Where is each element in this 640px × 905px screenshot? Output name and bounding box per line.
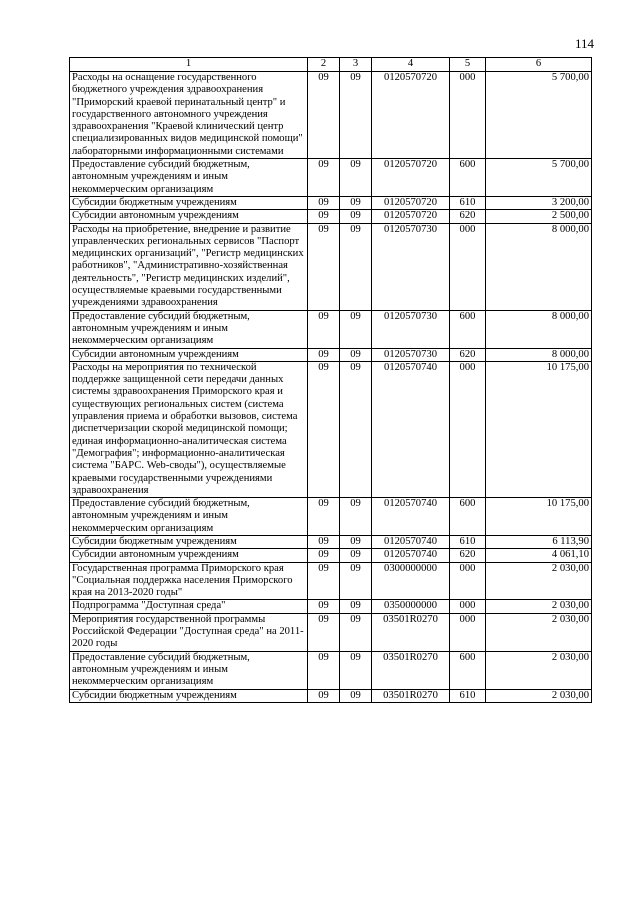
- table-row: [70, 498, 592, 536]
- row-target-article: 03501R0270: [372, 689, 450, 702]
- table-row: [70, 310, 592, 348]
- row-target-article: 0120570740: [372, 549, 450, 562]
- table-row: [70, 689, 592, 702]
- row-amount: 8 000,00: [486, 223, 592, 310]
- row-target-article: 0120570720: [372, 196, 450, 209]
- row-amount: 2 030,00: [486, 562, 592, 600]
- budget-table: [69, 57, 592, 703]
- row-subsection: 09: [340, 72, 372, 159]
- row-expense-type: 000: [450, 613, 486, 651]
- row-subsection: 09: [340, 348, 372, 361]
- row-name: Субсидии автономным учреждениям: [70, 210, 308, 223]
- table-row: [70, 361, 592, 497]
- col-header-amount: 6: [486, 58, 592, 72]
- row-subsection: 09: [340, 613, 372, 651]
- row-amount: 4 061,10: [486, 549, 592, 562]
- col-header-target-article: 4: [372, 58, 450, 72]
- row-section: 09: [308, 223, 340, 310]
- row-expense-type: 000: [450, 223, 486, 310]
- row-expense-type: 600: [450, 498, 486, 536]
- row-target-article: 0350000000: [372, 600, 450, 613]
- row-section: 09: [308, 196, 340, 209]
- table-row: [70, 600, 592, 613]
- row-expense-type: 600: [450, 310, 486, 348]
- row-expense-type: 620: [450, 549, 486, 562]
- row-subsection: 09: [340, 498, 372, 536]
- row-name: Субсидии бюджетным учреждениям: [70, 196, 308, 209]
- row-expense-type: 000: [450, 72, 486, 159]
- row-expense-type: 600: [450, 651, 486, 689]
- row-amount: 2 030,00: [486, 600, 592, 613]
- row-subsection: 09: [340, 361, 372, 497]
- row-section: 09: [308, 613, 340, 651]
- header-row: [70, 58, 592, 72]
- row-section: 09: [308, 651, 340, 689]
- row-section: 09: [308, 562, 340, 600]
- table-row: [70, 223, 592, 310]
- row-target-article: 0300000000: [372, 562, 450, 600]
- row-section: 09: [308, 498, 340, 536]
- row-amount: 2 030,00: [486, 689, 592, 702]
- row-section: 09: [308, 361, 340, 497]
- row-section: 09: [308, 549, 340, 562]
- row-name: Субсидии автономным учреждениям: [70, 348, 308, 361]
- row-name: Субсидии бюджетным учреждениям: [70, 535, 308, 548]
- table-row: [70, 210, 592, 223]
- table-row: [70, 562, 592, 600]
- row-expense-type: 600: [450, 159, 486, 197]
- row-subsection: 09: [340, 651, 372, 689]
- row-amount: 8 000,00: [486, 348, 592, 361]
- col-header-expense-type: 5: [450, 58, 486, 72]
- col-header-name: 1: [70, 58, 308, 72]
- table-row: [70, 549, 592, 562]
- row-subsection: 09: [340, 600, 372, 613]
- row-amount: 3 200,00: [486, 196, 592, 209]
- row-subsection: 09: [340, 562, 372, 600]
- row-expense-type: 610: [450, 535, 486, 548]
- row-amount: 5 700,00: [486, 159, 592, 197]
- row-amount: 8 000,00: [486, 310, 592, 348]
- row-section: 09: [308, 310, 340, 348]
- row-target-article: 0120570730: [372, 348, 450, 361]
- row-expense-type: 000: [450, 361, 486, 497]
- row-section: 09: [308, 72, 340, 159]
- row-expense-type: 000: [450, 600, 486, 613]
- row-name: Расходы на мероприятия по технической поддержке защищенной сети передачи данных системы здравоохранения Приморского края и существующих региональных систем (система управления приема и обработки вызовов, система диспетчеризации скорой медицинской помощи; единая информационно-аналитическая система "Демография"; информационно-аналитическая система "БАРС. Web-своды"), осуществляемые краевыми государственными учреждениями здравоохранения: [70, 361, 308, 497]
- row-name: Мероприятия государственной программы Российской Федерации "Доступная среда" на 2011-2020 годы: [70, 613, 308, 651]
- row-name: Предоставление субсидий бюджетным, автономным учреждениям и иным некоммерческим организациям: [70, 651, 308, 689]
- row-section: 09: [308, 210, 340, 223]
- table-row: [70, 159, 592, 197]
- row-name: Расходы на приобретение, внедрение и развитие управленческих региональных сервисов "Паспорт медицинских организаций", "Регистр медицинских работников", "Административно-хозяйственная деятельность", "Регистр медицинских изделий", осуществляемые краевыми государственными учреждениями здравоохранения: [70, 223, 308, 310]
- row-name: Предоставление субсидий бюджетным, автономным учреждениям и иным некоммерческим организациям: [70, 498, 308, 536]
- col-header-subsection: 3: [340, 58, 372, 72]
- row-target-article: 0120570720: [372, 159, 450, 197]
- row-subsection: 09: [340, 549, 372, 562]
- row-name: Расходы на оснащение государственного бюджетного учреждения здравоохранения "Приморский краевой перинатальный центр" и государственного автономного учреждения здравоохранения "Краевой клинический центр специализированных видов медицинской помощи" лабораторными информационными системами: [70, 72, 308, 159]
- row-amount: 10 175,00: [486, 361, 592, 497]
- row-subsection: 09: [340, 210, 372, 223]
- row-amount: 2 030,00: [486, 651, 592, 689]
- table-row: [70, 348, 592, 361]
- row-subsection: 09: [340, 223, 372, 310]
- row-amount: 10 175,00: [486, 498, 592, 536]
- row-section: 09: [308, 159, 340, 197]
- row-target-article: 0120570740: [372, 498, 450, 536]
- row-expense-type: 620: [450, 210, 486, 223]
- row-name: Субсидии автономным учреждениям: [70, 549, 308, 562]
- row-section: 09: [308, 600, 340, 613]
- row-target-article: 03501R0270: [372, 651, 450, 689]
- row-subsection: 09: [340, 159, 372, 197]
- row-section: 09: [308, 535, 340, 548]
- table-row: [70, 196, 592, 209]
- table-row: [70, 651, 592, 689]
- table-row: [70, 613, 592, 651]
- row-expense-type: 610: [450, 196, 486, 209]
- row-target-article: 0120570740: [372, 535, 450, 548]
- row-target-article: 0120570720: [372, 210, 450, 223]
- row-expense-type: 610: [450, 689, 486, 702]
- row-subsection: 09: [340, 689, 372, 702]
- row-name: Предоставление субсидий бюджетным, автономным учреждениям и иным некоммерческим организациям: [70, 159, 308, 197]
- row-subsection: 09: [340, 535, 372, 548]
- table-row: [70, 72, 592, 159]
- row-amount: 2 500,00: [486, 210, 592, 223]
- row-amount: 2 030,00: [486, 613, 592, 651]
- row-name: Субсидии бюджетным учреждениям: [70, 689, 308, 702]
- row-expense-type: 000: [450, 562, 486, 600]
- col-header-section: 2: [308, 58, 340, 72]
- table-row: [70, 535, 592, 548]
- row-section: 09: [308, 689, 340, 702]
- row-subsection: 09: [340, 310, 372, 348]
- row-name: Подпрограмма "Доступная среда": [70, 600, 308, 613]
- page-number: 114: [574, 36, 594, 51]
- row-name: Государственная программа Приморского края "Социальная поддержка населения Приморского края на 2013-2020 годы": [70, 562, 308, 600]
- row-name: Предоставление субсидий бюджетным, автономным учреждениям и иным некоммерческим организациям: [70, 310, 308, 348]
- row-amount: 6 113,90: [486, 535, 592, 548]
- row-expense-type: 620: [450, 348, 486, 361]
- row-amount: 5 700,00: [486, 72, 592, 159]
- row-subsection: 09: [340, 196, 372, 209]
- row-target-article: 0120570730: [372, 223, 450, 310]
- row-target-article: 0120570730: [372, 310, 450, 348]
- row-target-article: 0120570720: [372, 72, 450, 159]
- row-target-article: 0120570740: [372, 361, 450, 497]
- row-target-article: 03501R0270: [372, 613, 450, 651]
- row-section: 09: [308, 348, 340, 361]
